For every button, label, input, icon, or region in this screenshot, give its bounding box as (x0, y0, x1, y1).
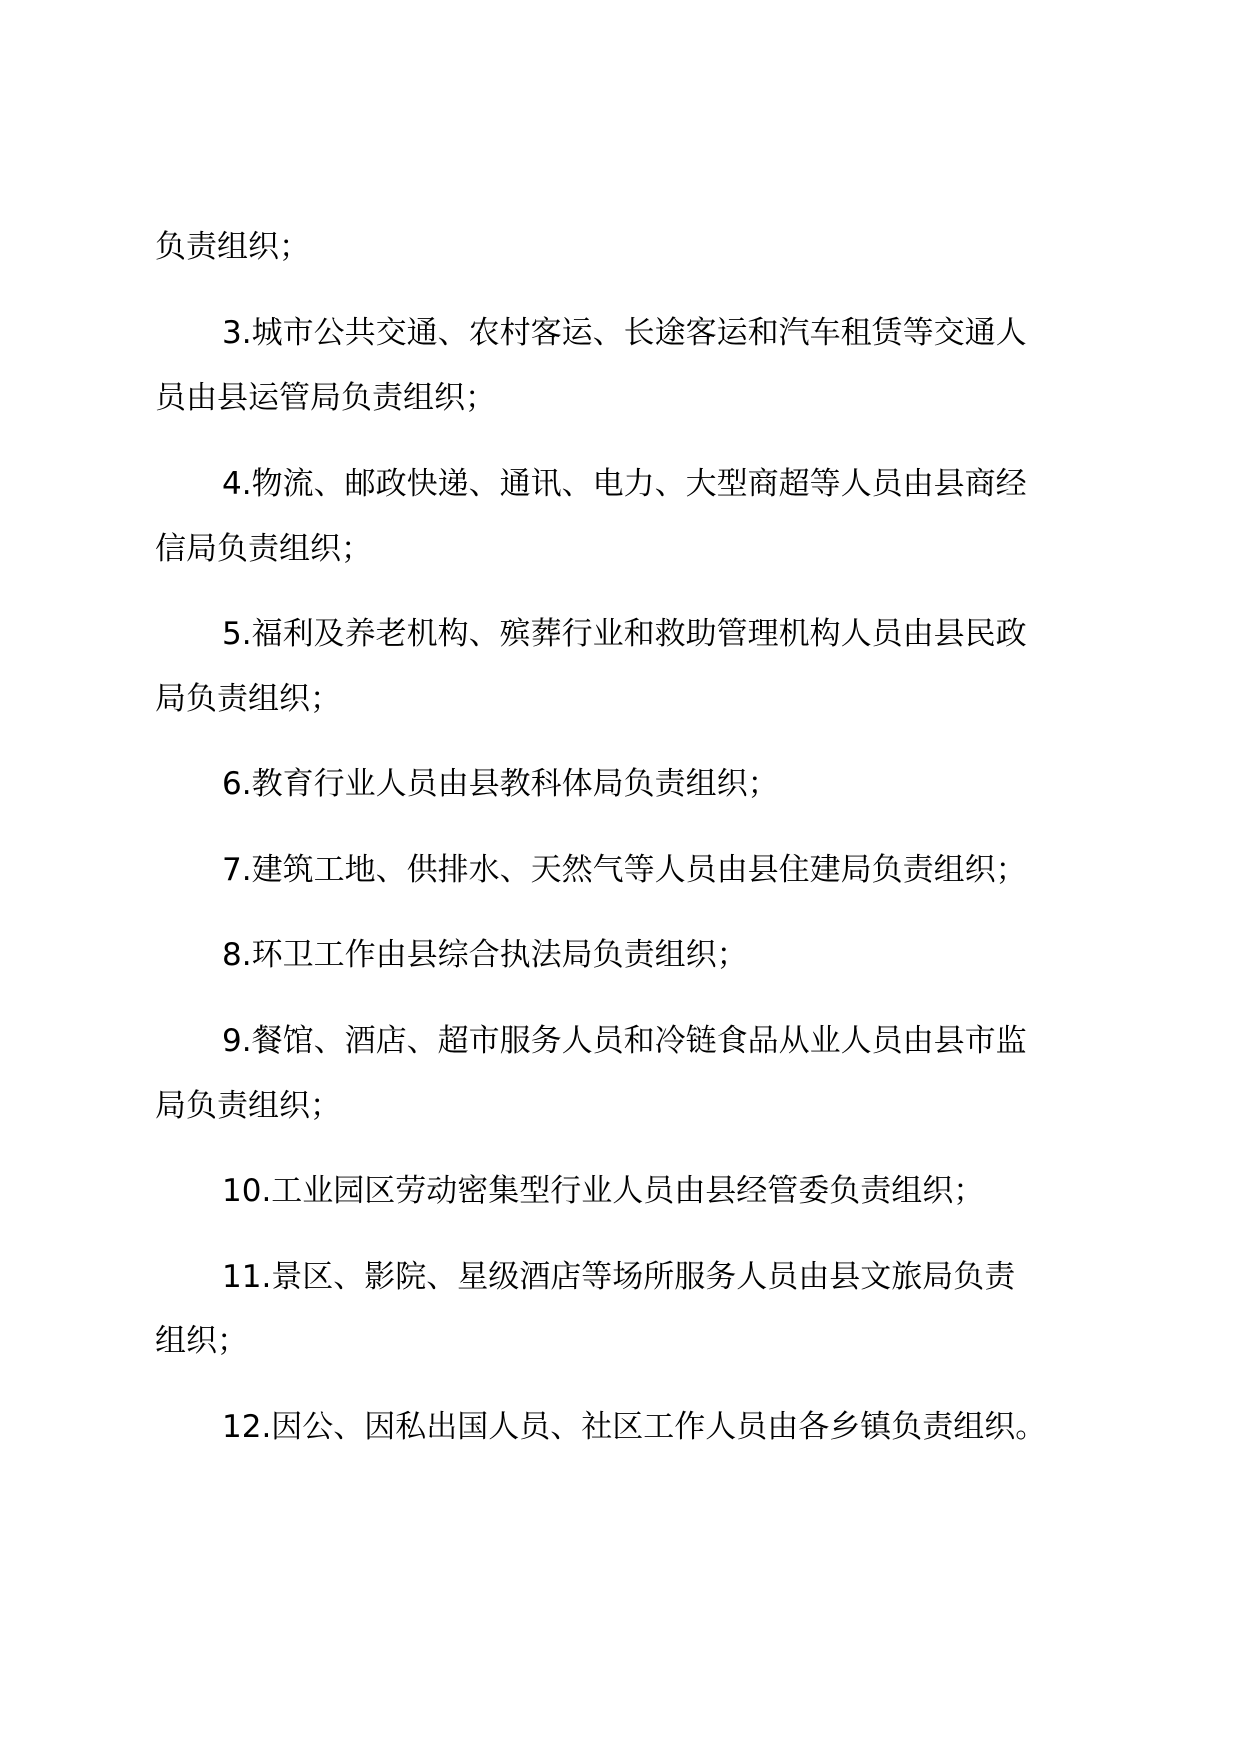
item-5-line-2: 局负责组织； (155, 681, 341, 717)
item-11-line-2: 组织； (155, 1323, 248, 1359)
item-10-line-1: 10.工业园区劳动密集型行业人员由县经管委负责组织； (222, 1173, 985, 1209)
item-9-line-1: 9.餐馆、酒店、超市服务人员和冷链食品从业人员由县市监 (222, 1023, 1027, 1059)
item-3-line-2: 员由县运管局负责组织； (155, 380, 496, 416)
item-7-line-1: 7.建筑工地、供排水、天然气等人员由县住建局负责组织； (222, 852, 1027, 888)
item-4-line-2: 信局负责组织； (155, 531, 372, 567)
item-3-line-1: 3.城市公共交通、农村客运、长途客运和汽车租赁等交通人 (222, 315, 1027, 351)
item-8-line-1: 8.环卫工作由县综合执法局负责组织； (222, 937, 748, 973)
item-12-line-1: 12.因公、因私出国人员、社区工作人员由各乡镇负责组织。 (222, 1409, 1047, 1445)
item-6-line-1: 6.教育行业人员由县教科体局负责组织； (222, 766, 779, 802)
item-11-line-1: 11.景区、影院、星级酒店等场所服务人员由县文旅局负责 (222, 1259, 1016, 1295)
item-4-line-1: 4.物流、邮政快递、通讯、电力、大型商超等人员由县商经 (222, 466, 1027, 502)
item-9-line-2: 局负责组织； (155, 1088, 341, 1124)
item-5-line-1: 5.福利及养老机构、殡葬行业和救助管理机构人员由县民政 (222, 616, 1027, 652)
text-line-continuation: 负责组织； (155, 229, 310, 265)
